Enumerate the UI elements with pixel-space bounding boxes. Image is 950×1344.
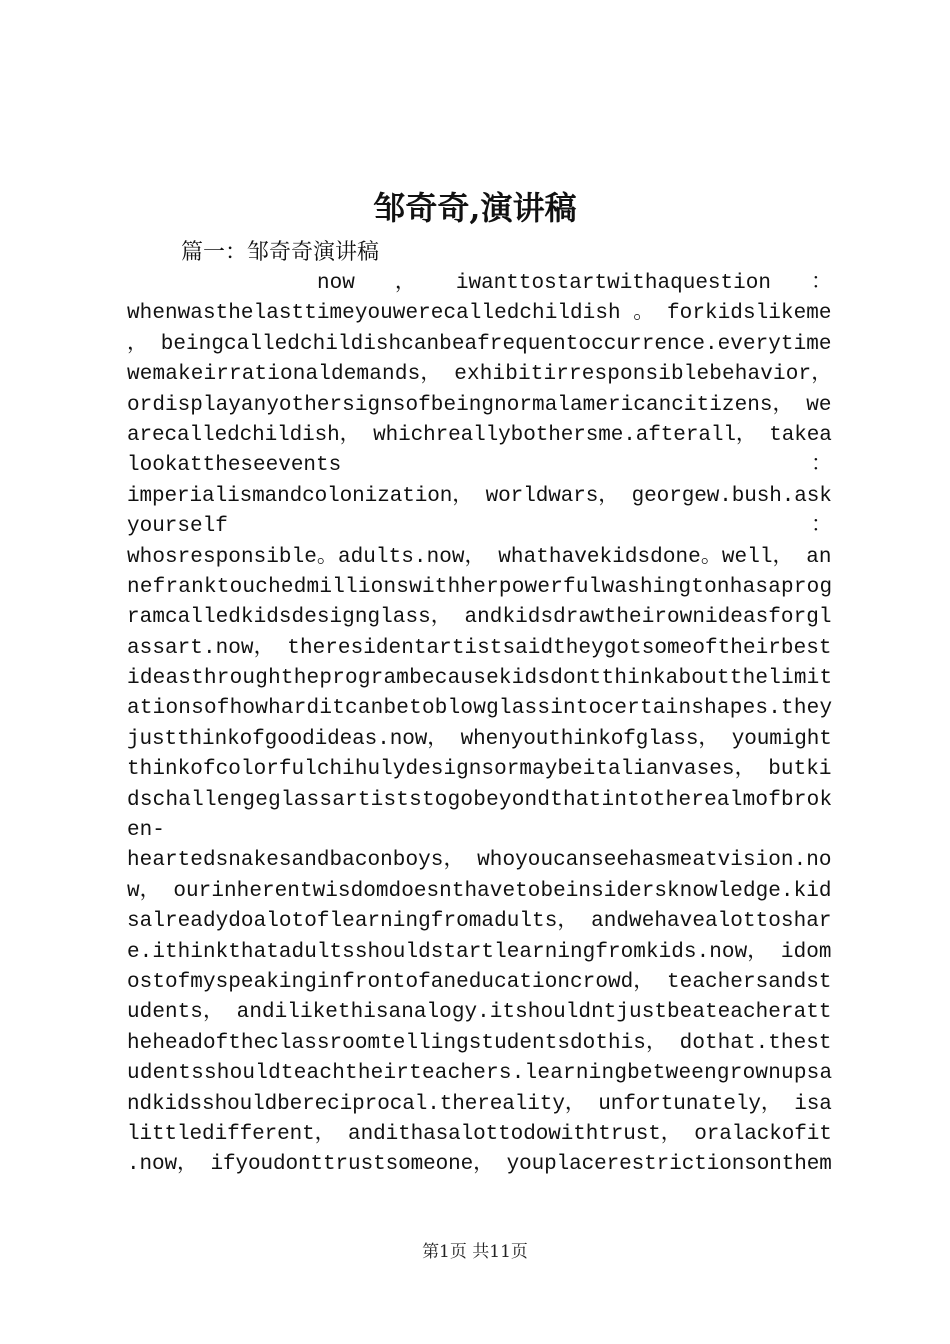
body-line: ， beingcalledchildishcanbeafrequentoccurrence.everytime — [127, 332, 832, 356]
body-line: whenwasthelasttimeyouwerecalledchildish 。 forkidslikeme — [127, 302, 832, 326]
body-line: udentsshouldteachtheirteachers.learningbetweengrownupsa — [127, 1062, 832, 1086]
body-line: ationsofhowharditcanbetoblowglassintocertainshapes.they — [127, 697, 832, 721]
body-line: whosresponsible。adults.now， whathavekidsdone。well， an — [127, 545, 832, 569]
document-body — [127, 269, 832, 1181]
body-line: assart.now， theresidentartistsaidtheygotsomeoftheirbest — [127, 636, 832, 660]
body-line: heheadoftheclassroomtellingstudentsdothis， dothat.thest — [127, 1031, 832, 1055]
body-line-events: lookattheseevents ： — [127, 454, 832, 478]
body-lines-group-2 — [127, 482, 832, 512]
body-line: imperialismandcolonization， worldwars， georgew.bush.ask — [127, 484, 832, 508]
body-line: nefranktouchedmillionswithherpowerfulwashingtonhasaprog — [127, 575, 832, 599]
body-line: ndkidsshouldbereciprocal.thereality， unfortunately， isa — [127, 1092, 832, 1116]
body-line: heartedsnakesandbaconboys， whoyoucanseehasmeatvision.no — [127, 849, 832, 873]
body-line: wemakeirrationaldemands， exhibitirresponsiblebehavior， — [127, 363, 832, 387]
body-line: w， ourinherentwisdomdoesnthavetobeinsidersknowledge.kid — [127, 879, 832, 903]
body-line: salreadydoalotoflearningfromadults， andwehavealottoshar — [127, 910, 832, 934]
body-line-yourself: yourself ： — [127, 515, 832, 539]
body-lines-group-1 — [127, 299, 832, 451]
body-line: ordisplayanyothersignsofbeingnormalamericancitizens， we — [127, 393, 832, 417]
body-line: arecalledchildish， whichreallybothersme.afterall， takea — [127, 423, 832, 447]
section-heading: 篇一：邹奇奇演讲稿 — [181, 240, 380, 265]
body-line-first: now ， iwanttostartwithaquestion ： — [317, 272, 832, 295]
body-lines-group-3 — [127, 543, 832, 1181]
body-line: ostofmyspeakinginfrontofaneducationcrowd， teachersandst — [127, 970, 832, 994]
body-line: udents， andilikethisanalogy.itshouldntjustbeateacheratt — [127, 1001, 832, 1025]
body-line: justthinkofgoodideas.now， whenyouthinkofglass， youmight — [127, 727, 832, 751]
page-footer: 第1页 共11页 — [422, 1242, 528, 1262]
body-line: dschallengeglassartiststogobeyondthatintotherealmofbrok — [127, 788, 832, 812]
body-line: ideasthroughtheprogrambecausekidsdontthinkaboutthelimit — [127, 667, 832, 691]
body-line: en- — [127, 819, 165, 843]
body-line: ramcalledkidsdesignglass， andkidsdrawtheirownideasforgl — [127, 606, 832, 630]
body-line: thinkofcolorfulchihulydesignsormaybeitalianvases， butki — [127, 758, 832, 782]
body-line: .now， ifyoudonttrustsomeone， youplacerestrictionsonthem — [127, 1153, 832, 1177]
body-line: e.ithinkthatadultsshouldstartlearningfromkids.now， idom — [127, 940, 832, 964]
document-title: 邹奇奇,演讲稿 — [373, 189, 577, 227]
body-line: littledifferent， andithasalottodowithtrust， oralackofit — [127, 1122, 832, 1146]
